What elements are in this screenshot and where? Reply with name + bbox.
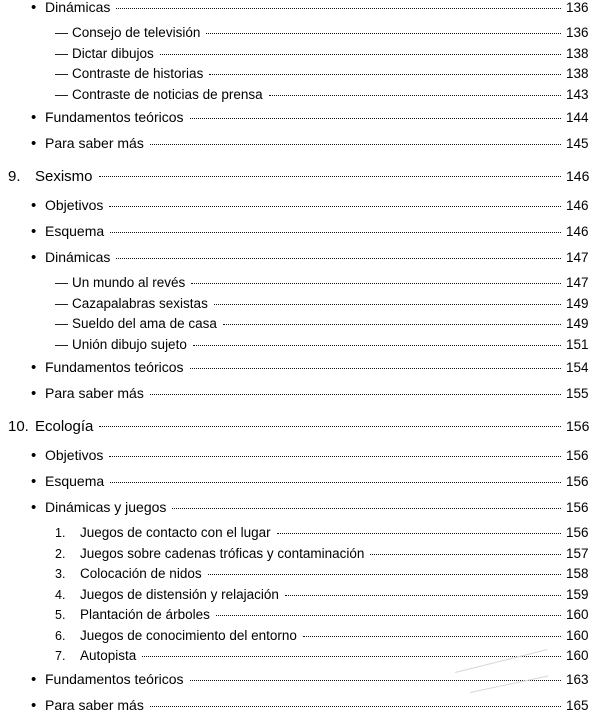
toc-entry-marker: 2. [55,546,66,561]
toc-entry-label: Fundamentos teóricos [45,359,184,375]
toc-entry-marker: • [31,197,37,214]
toc-entry-label: Objetivos [45,447,104,463]
toc-leader-dots [208,574,561,575]
toc-entry-page-number: 165 [566,697,589,713]
toc-leader-dots [99,176,561,177]
toc-entry-page-number: 138 [566,45,589,61]
toc-entry-marker: — [55,86,68,102]
toc-leader-dots [142,656,561,657]
toc-leader-dots [190,680,561,681]
toc-leader-dots [116,258,561,259]
toc-entry[interactable] [55,547,600,561]
toc-leader-dots [110,482,561,483]
toc-entry-marker: • [31,109,37,126]
toc-entry[interactable] [31,360,600,375]
toc-leader-dots [214,304,561,305]
toc-leader-dots [191,283,561,284]
toc-entry[interactable] [8,169,600,184]
toc-entry-page-number: 159 [566,586,589,602]
toc-entry-label: Unión dibujo sujeto [72,336,187,352]
toc-entry-label: Juegos de distensión y relajación [80,586,279,602]
toc-entry-label: Colocación de nidos [80,566,202,581]
toc-leader-dots [193,345,561,346]
toc-entry-label: Fundamentos teóricos [45,670,184,687]
toc-leader-dots [160,54,561,55]
toc-entry-label: Esquema [45,473,105,489]
toc-entry-page-number: 143 [566,86,589,102]
toc-entry-marker: • [31,670,37,688]
toc-entry-page-number: 156 [566,500,589,515]
toc-entry-marker: 3. [55,567,66,581]
toc-entry[interactable] [55,608,600,622]
toc-entry-marker: — [55,275,68,290]
toc-entry-page-number: 146 [566,168,590,184]
toc-entry-marker: — [55,66,68,81]
toc-entry-marker: • [31,499,37,516]
toc-entry-marker: 1. [55,526,66,540]
toc-entry-label: Para saber más [45,135,144,151]
toc-entry-marker: — [55,336,68,352]
toc-entry-page-number: 144 [566,110,589,125]
toc-entry[interactable] [55,297,600,311]
toc-entry-page-number: 157 [566,545,589,561]
toc-leader-dots [303,636,561,637]
toc-entry-label: Dinámicas [45,0,111,15]
toc-entry-page-number: 136 [566,25,589,40]
toc-entry-page-number: 149 [566,295,589,311]
toc-entry-label: Juegos de contacto con el lugar [80,525,271,540]
toc-entry[interactable] [55,26,600,40]
toc-entry-marker: • [31,249,37,266]
toc-entry[interactable] [31,224,600,239]
toc-entry-marker: — [55,295,68,311]
toc-entry[interactable] [55,526,600,540]
toc-entry-page-number: 160 [566,627,589,643]
toc-entry[interactable] [55,67,600,81]
toc-entry-label: Juegos sobre cadenas tróficas y contaminación [80,545,365,561]
toc-leader-dots [223,324,561,325]
toc-leader-dots [190,118,561,119]
toc-leader-dots [109,456,561,457]
toc-entry-marker: • [31,135,37,152]
toc-entry-marker: — [55,316,68,331]
toc-entry-marker: • [31,385,37,402]
toc-entry-page-number: 160 [566,607,589,622]
toc-entry-label: Ecología [35,418,94,435]
toc-entry[interactable] [55,88,600,102]
toc-entry-label: Esquema [45,223,105,239]
toc-entry-marker: 10. [8,418,29,435]
toc-entry-page-number: 151 [566,336,589,352]
toc-leader-dots [216,615,561,616]
toc-entry-label: Fundamentos teóricos [45,109,184,125]
toc-entry-label: Un mundo al revés [72,275,186,290]
toc-entry-page-number: 163 [566,671,589,687]
toc-entry-page-number: 136 [566,0,589,15]
toc-entry-page-number: 146 [566,224,589,239]
toc-entry-label: Cazapalabras sexistas [72,295,208,311]
toc-entry-marker: 5. [55,608,66,622]
toc-entry-label: Dinámicas [45,249,111,265]
toc-leader-dots [150,706,561,707]
toc-entry-marker: — [55,25,68,40]
toc-leader-dots [116,8,561,9]
toc-leader-dots [99,426,561,427]
toc-entry-marker: — [55,45,68,61]
toc-leader-dots [190,368,561,369]
toc-entry-label: Sueldo del ama de casa [72,316,217,331]
toc-leader-dots [206,33,561,34]
toc-entry-label: Sexismo [35,168,93,185]
toc-entry[interactable] [55,317,600,331]
toc-entry-page-number: 156 [566,448,589,463]
toc-entry[interactable] [31,386,600,401]
toc-entry[interactable] [31,698,600,713]
toc-entry-marker: • [31,359,37,376]
toc-entry[interactable] [55,629,600,643]
toc-entry-label: Contraste de noticias de prensa [72,86,263,102]
toc-entry-marker: • [31,473,37,490]
toc-entry[interactable] [31,500,600,515]
toc-entry[interactable] [31,198,600,213]
toc-entry[interactable] [31,474,600,489]
toc-leader-dots [110,232,561,233]
toc-leader-dots [370,554,561,555]
toc-leader-dots [172,508,561,509]
toc-entry-page-number: 138 [566,66,589,81]
toc-entry-page-number: 155 [566,386,589,401]
toc-entry-page-number: 156 [566,418,590,434]
toc-entry-label: Para saber más [45,385,144,401]
toc-leader-dots [150,144,561,145]
toc-entry-label: Juegos de conocimiento del entorno [80,627,297,643]
toc-entry[interactable] [55,588,600,602]
toc-entry-page-number: 158 [566,566,589,581]
toc-entry-marker: • [31,223,37,240]
toc-entry-page-number: 149 [566,316,589,331]
toc-entry-page-number: 156 [566,525,589,540]
toc-entry-page-number: 146 [566,198,589,213]
toc-entry[interactable] [55,47,600,61]
toc-entry[interactable] [31,250,600,265]
toc-entry-label: Plantación de árboles [80,607,210,622]
toc-leader-dots [209,74,561,75]
toc-entry-label: Dinámicas y juegos [45,499,167,515]
toc-entry[interactable] [8,419,600,434]
toc-entry-label: Consejo de televisión [72,25,201,40]
toc-entry-marker: 4. [55,587,66,602]
toc-leader-dots [150,394,561,395]
toc-entry[interactable] [55,276,600,290]
toc-entry[interactable] [31,448,600,463]
toc-entry[interactable] [31,672,600,687]
toc-entry-page-number: 160 [566,648,589,663]
toc-entry[interactable] [31,0,600,15]
toc-leader-dots [277,533,561,534]
toc-entry-page-number: 147 [566,275,589,290]
toc-entry-label: Contraste de historias [72,66,204,81]
toc-entry-marker: 7. [55,649,66,663]
toc-entry-marker: • [31,696,37,714]
toc-entry-marker: 6. [55,628,66,643]
toc-entry[interactable] [55,567,600,581]
toc-entry-page-number: 156 [566,474,589,489]
toc-leader-dots [269,95,561,96]
toc-entry-label: Autopista [80,648,137,663]
toc-entry[interactable] [31,136,600,151]
toc-entry-page-number: 145 [566,136,589,151]
toc-entry-page-number: 147 [566,250,589,265]
toc-entry-marker: • [31,447,37,464]
toc-entry-marker: • [31,0,37,16]
toc-leader-dots [285,595,561,596]
toc-entry-label: Objetivos [45,197,104,213]
toc-entry-label: Dictar dibujos [72,45,154,61]
toc-leader-dots [109,206,561,207]
toc-entry[interactable] [31,110,600,125]
toc-entry-page-number: 154 [566,360,589,375]
toc-entry-label: Para saber más [45,696,144,713]
toc-entry[interactable] [55,338,600,352]
toc-entry-marker: 9. [8,168,21,185]
